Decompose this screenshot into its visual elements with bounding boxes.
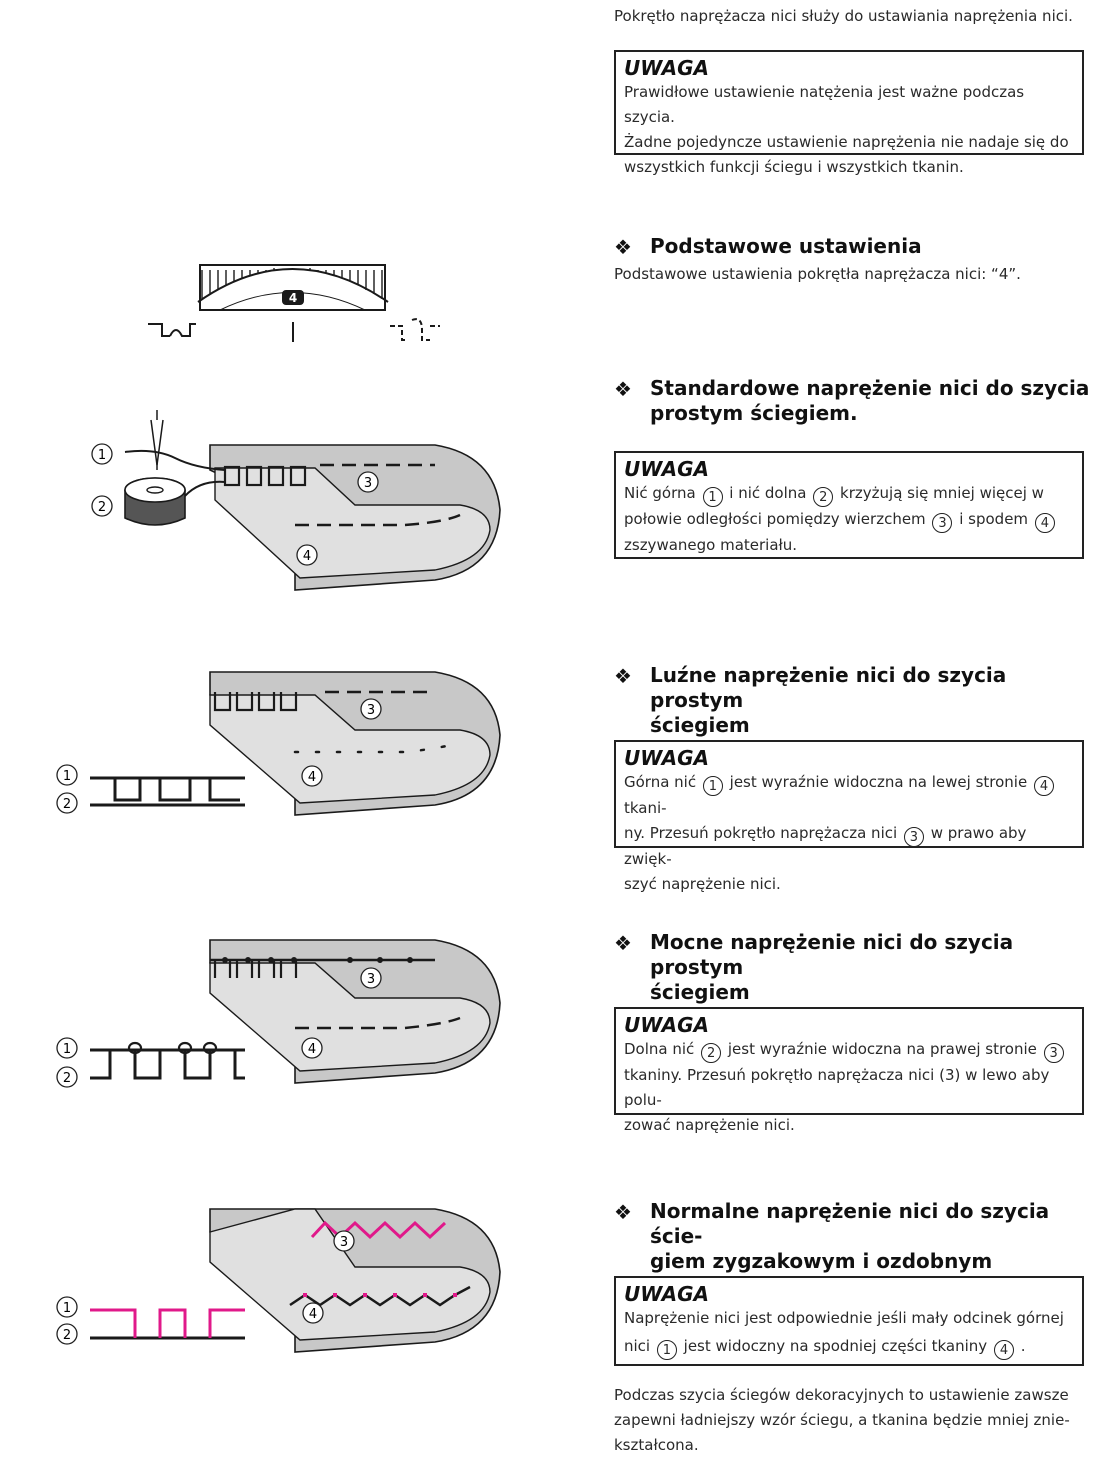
callout-number: 1 <box>97 448 107 463</box>
diamond-bullet-icon: ❖ <box>614 377 632 401</box>
tension-dial-illustration <box>140 250 450 350</box>
section-title: Podstawowe ustawienia <box>650 234 922 258</box>
callout-number: 2 <box>701 1043 721 1063</box>
callout-number: 1 <box>62 769 72 784</box>
section-title-line: giem zygzakowym i ozdobnym <box>650 1249 993 1273</box>
section-title-line: Mocne naprężenie nici do szycia prostym <box>650 930 1014 979</box>
callout-number: 4 <box>308 1307 318 1322</box>
note-box-standard <box>614 451 1084 559</box>
zigzag-footer-text <box>614 1383 1094 1458</box>
section-standard-tension <box>614 376 1094 426</box>
callout-number: 2 <box>62 1071 72 1086</box>
note-line: Nić górna 1 i nić dolna 2 krzyżują się mniej więcej w <box>624 484 1044 505</box>
section-title-line: Normalne naprężenie nici do szycia ście- <box>650 1199 1050 1248</box>
note-line: Prawidłowe ustawienie natężenia jest ważne podczas szycia. <box>624 83 1025 126</box>
section-title-line: ściegiem <box>650 713 750 737</box>
callout-number: 4 <box>302 549 312 564</box>
section-zigzag-tension <box>614 1199 1094 1274</box>
note-heading: UWAGA <box>624 746 709 770</box>
note-heading: UWAGA <box>624 1013 709 1037</box>
note-line: zować naprężenie nici. <box>624 1116 795 1134</box>
note-box-general <box>614 50 1084 176</box>
section-text: Podstawowe ustawienia pokrętła naprężacza nici: “4”. <box>614 265 1021 283</box>
callout-number: 1 <box>657 1340 677 1360</box>
footer-line: kształcona. <box>614 1436 699 1454</box>
section-title-line: Luźne naprężenie nici do szycia prostym <box>650 663 1007 712</box>
callout-number: 4 <box>994 1340 1014 1360</box>
note-line: Żadne pojedyncze ustawienie naprężenia nie nadaje się do <box>624 133 1069 151</box>
callout-number: 1 <box>703 776 723 796</box>
fabric-illustration-loose <box>50 670 520 820</box>
note-line: ny. Przesuń pokrętło naprężacza nici 3 w prawo aby zwięk- <box>624 824 1027 868</box>
note-line: tkaniny. Przesuń pokrętło naprężacza nici (3) w lewo aby polu- <box>624 1066 1050 1109</box>
note-line: połowie odległości pomiędzy wierzchem 3 i spodem 4 <box>624 507 1074 533</box>
callout-number: 1 <box>62 1301 72 1316</box>
callout-number: 2 <box>813 487 833 507</box>
section-title-line: prostym ściegiem. <box>650 401 858 425</box>
callout-number: 3 <box>366 703 376 718</box>
callout-number: 3 <box>363 476 373 491</box>
callout-number: 3 <box>904 827 924 847</box>
diamond-bullet-icon: ❖ <box>614 664 632 688</box>
note-line: wszystkich funkcji ściegu i wszystkich tkanin. <box>624 158 964 176</box>
fabric-illustration-standard <box>85 410 515 600</box>
callout-number: 2 <box>62 1328 72 1343</box>
footer-line: Podczas szycia ściegów dekoracyjnych to ustawienie zawsze <box>614 1386 1069 1404</box>
callout-number: 4 <box>1035 513 1055 533</box>
dial-value-label: 4 <box>288 291 298 305</box>
callout-number: 2 <box>97 500 107 515</box>
note-heading: UWAGA <box>624 457 709 481</box>
callout-number: 3 <box>339 1235 349 1250</box>
note-box-tight <box>614 1007 1084 1134</box>
note-line: Naprężenie nici jest odpowiednie jeśli mały odcinek górnej <box>624 1309 1064 1327</box>
note-line: nici 1 jest widoczny na spodniej części tkaniny 4 . <box>624 1337 1026 1358</box>
callout-number: 1 <box>62 1042 72 1057</box>
callout-number: 3 <box>1044 1043 1064 1063</box>
note-line: Górna nić 1 jest wyraźnie widoczna na lewej stronie 4 tkani- <box>624 770 1074 821</box>
diamond-bullet-icon: ❖ <box>614 1200 632 1224</box>
callout-number: 1 <box>703 487 723 507</box>
note-heading: UWAGA <box>624 1282 709 1306</box>
fabric-illustration-zigzag <box>50 1207 520 1357</box>
callout-number: 3 <box>932 513 952 533</box>
section-loose-tension <box>614 663 1094 738</box>
diamond-bullet-icon: ❖ <box>614 931 632 955</box>
note-heading: UWAGA <box>624 56 709 80</box>
note-box-zigzag <box>614 1276 1084 1366</box>
diamond-bullet-icon: ❖ <box>614 235 632 259</box>
callout-number: 4 <box>1034 776 1054 796</box>
callout-number: 3 <box>366 972 376 987</box>
note-box-loose <box>614 740 1084 893</box>
section-title-line: Standardowe naprężenie nici do szycia <box>650 376 1090 400</box>
note-line: Dolna nić 2 jest wyraźnie widoczna na prawej stronie 3 <box>624 1037 1074 1063</box>
callout-number: 4 <box>307 770 317 785</box>
note-line: zszywanego materiału. <box>624 536 798 554</box>
note-line: szyć naprężenie nici. <box>624 875 781 893</box>
section-title-line: ściegiem <box>650 980 750 1004</box>
callout-number: 4 <box>307 1042 317 1057</box>
fabric-illustration-tight <box>50 938 520 1088</box>
section-basic-settings <box>614 234 1094 287</box>
footer-line: zapewni ładniejszy wzór ściegu, a tkanina będzie mniej znie- <box>614 1411 1070 1429</box>
section-tight-tension <box>614 930 1094 1005</box>
callout-number: 2 <box>62 797 72 812</box>
intro-text: Pokrętło naprężacza nici służy do ustawiania naprężenia nici. <box>614 7 1073 25</box>
